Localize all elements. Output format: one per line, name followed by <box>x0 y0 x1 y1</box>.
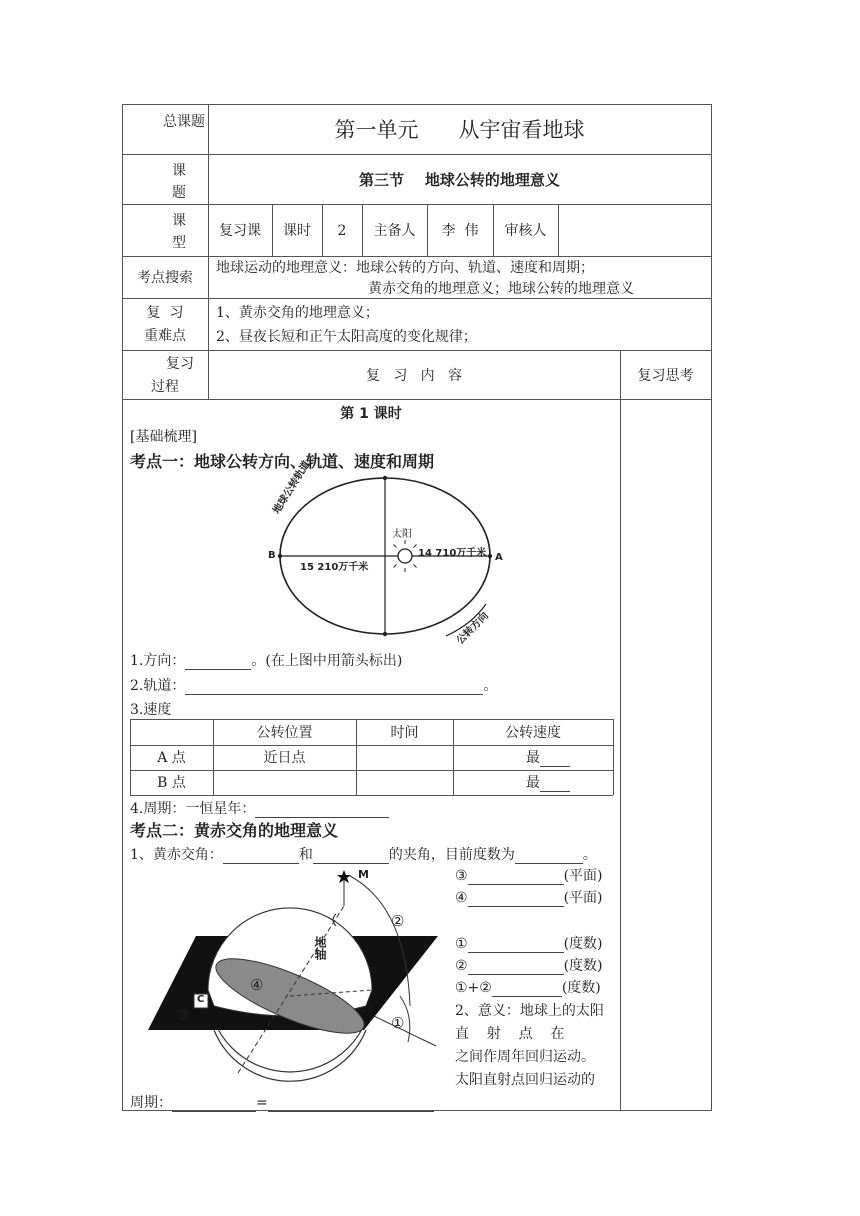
fill-num: ① <box>455 936 468 952</box>
total-topic-value: 第一单元 从宇宙看地球 <box>334 118 585 142</box>
grid-line <box>122 154 712 155</box>
points-label: 考点搜索 <box>137 270 193 286</box>
total-topic-label: 总课题 <box>163 114 205 130</box>
question-text: 周期： <box>130 1095 172 1111</box>
meaning-line: 之间作周年回归运动。 <box>455 1049 595 1065</box>
focus-line1: 1、黄赤交角的地理意义； <box>216 305 379 321</box>
grid-line <box>122 104 123 1110</box>
question-orbit <box>130 677 497 695</box>
answer-blank[interactable] <box>515 849 583 864</box>
label-3: ③ <box>177 1006 191 1024</box>
fill-item <box>455 867 603 885</box>
answer-blank[interactable] <box>540 777 570 792</box>
fill-num: ④ <box>455 890 468 906</box>
direction-label: 公转方向 <box>454 610 491 647</box>
kp1-title: 考点一：地球公转方向、轨道、速度和周期 <box>130 452 435 471</box>
grid-line <box>122 256 712 257</box>
grid-line <box>130 795 613 796</box>
question-text: 1、黄赤交角： <box>130 847 223 863</box>
equator-ray <box>374 1016 436 1046</box>
grid-line <box>122 204 712 205</box>
orbit-dot <box>383 632 387 636</box>
distance-b: 15 210万千米 <box>300 562 369 573</box>
answer-blank[interactable] <box>172 1097 256 1112</box>
question-text: 2.轨道： <box>130 678 186 694</box>
distance-a: 14 710万千米 <box>418 548 487 559</box>
focus-label: 重难点 <box>144 328 186 344</box>
grid-line <box>130 745 613 746</box>
answer-blank[interactable] <box>468 892 564 907</box>
topic-label: 课题 <box>172 163 196 201</box>
meaning-line: 2、意义：地球上的太阳 <box>455 1003 604 1019</box>
marker-c: C <box>197 994 205 1005</box>
reviewer-label: 审核人 <box>504 223 547 239</box>
question-text: 4.周期：一恒星年： <box>130 801 256 817</box>
grid-line <box>122 399 712 400</box>
table-cell <box>526 749 570 767</box>
table-cell: A 点 <box>157 750 186 766</box>
answer-blank[interactable] <box>255 803 389 818</box>
table-header: 公转速度 <box>505 725 561 741</box>
content-label: 复 习 内 容 <box>365 368 463 384</box>
question-text: 1.方向： <box>130 653 186 669</box>
answer-blank[interactable] <box>223 849 299 864</box>
label-1: ① <box>391 1014 405 1032</box>
answer-blank[interactable] <box>468 960 564 975</box>
grid-line <box>130 719 613 720</box>
type-value: 复习课 <box>219 223 261 239</box>
question-text: 。 <box>483 678 498 694</box>
lead-label: 主备人 <box>373 223 416 239</box>
table-cell: 近日点 <box>263 750 306 766</box>
table-cell-text: 最 <box>526 750 540 766</box>
points-line1: 地球运动的地理意义：地球公转的方向、轨道、速度和周期； <box>216 260 594 276</box>
question-text: 。 <box>582 847 597 863</box>
fill-item <box>455 935 603 953</box>
meaning-line: 太阳直射点回归运动的 <box>455 1072 595 1088</box>
question-speed: 3.速度 <box>130 702 172 718</box>
table-header: 时间 <box>390 725 419 741</box>
grid-line <box>613 719 614 795</box>
orbit-label: 地球公转轨道 <box>271 459 313 516</box>
question-ecliptic <box>130 846 597 864</box>
fill-item <box>455 889 603 907</box>
focus-line2: 2、昼夜长短和正午太阳高度的变化规律； <box>216 329 477 345</box>
lead-value: 李 伟 <box>441 223 479 239</box>
grid-line <box>620 350 621 1110</box>
answer-blank[interactable] <box>492 982 562 997</box>
label-2: ② <box>391 912 405 930</box>
fill-num: ③ <box>455 868 468 884</box>
hours-value: 2 <box>337 223 347 239</box>
grid-line <box>711 104 712 1110</box>
table-cell-text: 最 <box>526 775 540 791</box>
sun-label: 太阳 <box>392 529 412 540</box>
fill-unit: (度数) <box>561 980 601 996</box>
grid-line <box>122 350 712 351</box>
grid-line <box>558 204 559 256</box>
fill-unit: (度数) <box>563 936 603 952</box>
process-label: 复习 <box>166 356 194 372</box>
topic-value: 第三节 地球公转的地理意义 <box>359 171 560 189</box>
table-header: 公转位置 <box>256 725 313 741</box>
answer-blank[interactable] <box>468 938 564 953</box>
answer-blank[interactable] <box>185 680 483 695</box>
meaning-line: 直 射 点 在 <box>455 1026 565 1042</box>
answer-blank[interactable] <box>268 1097 434 1112</box>
fill-unit: (平面) <box>563 890 603 906</box>
orbit-dot-b <box>278 554 282 558</box>
answer-blank[interactable] <box>540 752 570 767</box>
fill-item <box>455 979 601 997</box>
point-a-label: A <box>495 552 503 563</box>
fill-num: ①+② <box>455 980 492 996</box>
grid-line <box>122 298 712 299</box>
question-direction <box>130 652 402 670</box>
question-text: 和 <box>298 847 313 863</box>
orbit-dot-a <box>488 554 492 558</box>
basics-label: [基础梳理] <box>130 429 197 445</box>
fill-num: ② <box>455 958 468 974</box>
grid-line <box>122 104 712 105</box>
fill-unit: (平面) <box>563 868 603 884</box>
cycle-question <box>130 1094 434 1112</box>
question-text: 。(在上图中用箭头标出) <box>251 653 403 669</box>
period-title: 第 1 课时 <box>340 406 402 422</box>
answer-blank[interactable] <box>185 655 251 670</box>
kp2-title: 考点二：黄赤交角的地理意义 <box>130 821 339 840</box>
question-text: 的夹角，目前度数为 <box>388 847 515 863</box>
think-label: 复习思考 <box>637 368 694 384</box>
process-label: 过程 <box>151 379 179 395</box>
star-label: M <box>358 868 369 881</box>
answer-blank[interactable] <box>468 870 564 885</box>
fill-item <box>455 957 603 975</box>
question-period <box>130 800 389 818</box>
label-4: ④ <box>250 976 264 994</box>
question-text: = <box>256 1095 268 1111</box>
axis-label: 地轴 <box>313 936 327 960</box>
ecliptic-diagram <box>140 866 440 1086</box>
fill-unit: (度数) <box>563 958 603 974</box>
type-label: 课型 <box>172 213 196 251</box>
orbit-dot <box>383 476 387 480</box>
table-cell: B 点 <box>157 775 186 791</box>
grid-line <box>130 770 613 771</box>
points-line2: 黄赤交角的地理意义；地球公转的地理意义 <box>368 281 634 297</box>
hours-label: 课时 <box>283 223 311 239</box>
table-cell <box>526 774 570 792</box>
point-b-label: B <box>268 550 276 561</box>
answer-blank[interactable] <box>313 849 389 864</box>
focus-label: 复 习 <box>146 305 184 321</box>
